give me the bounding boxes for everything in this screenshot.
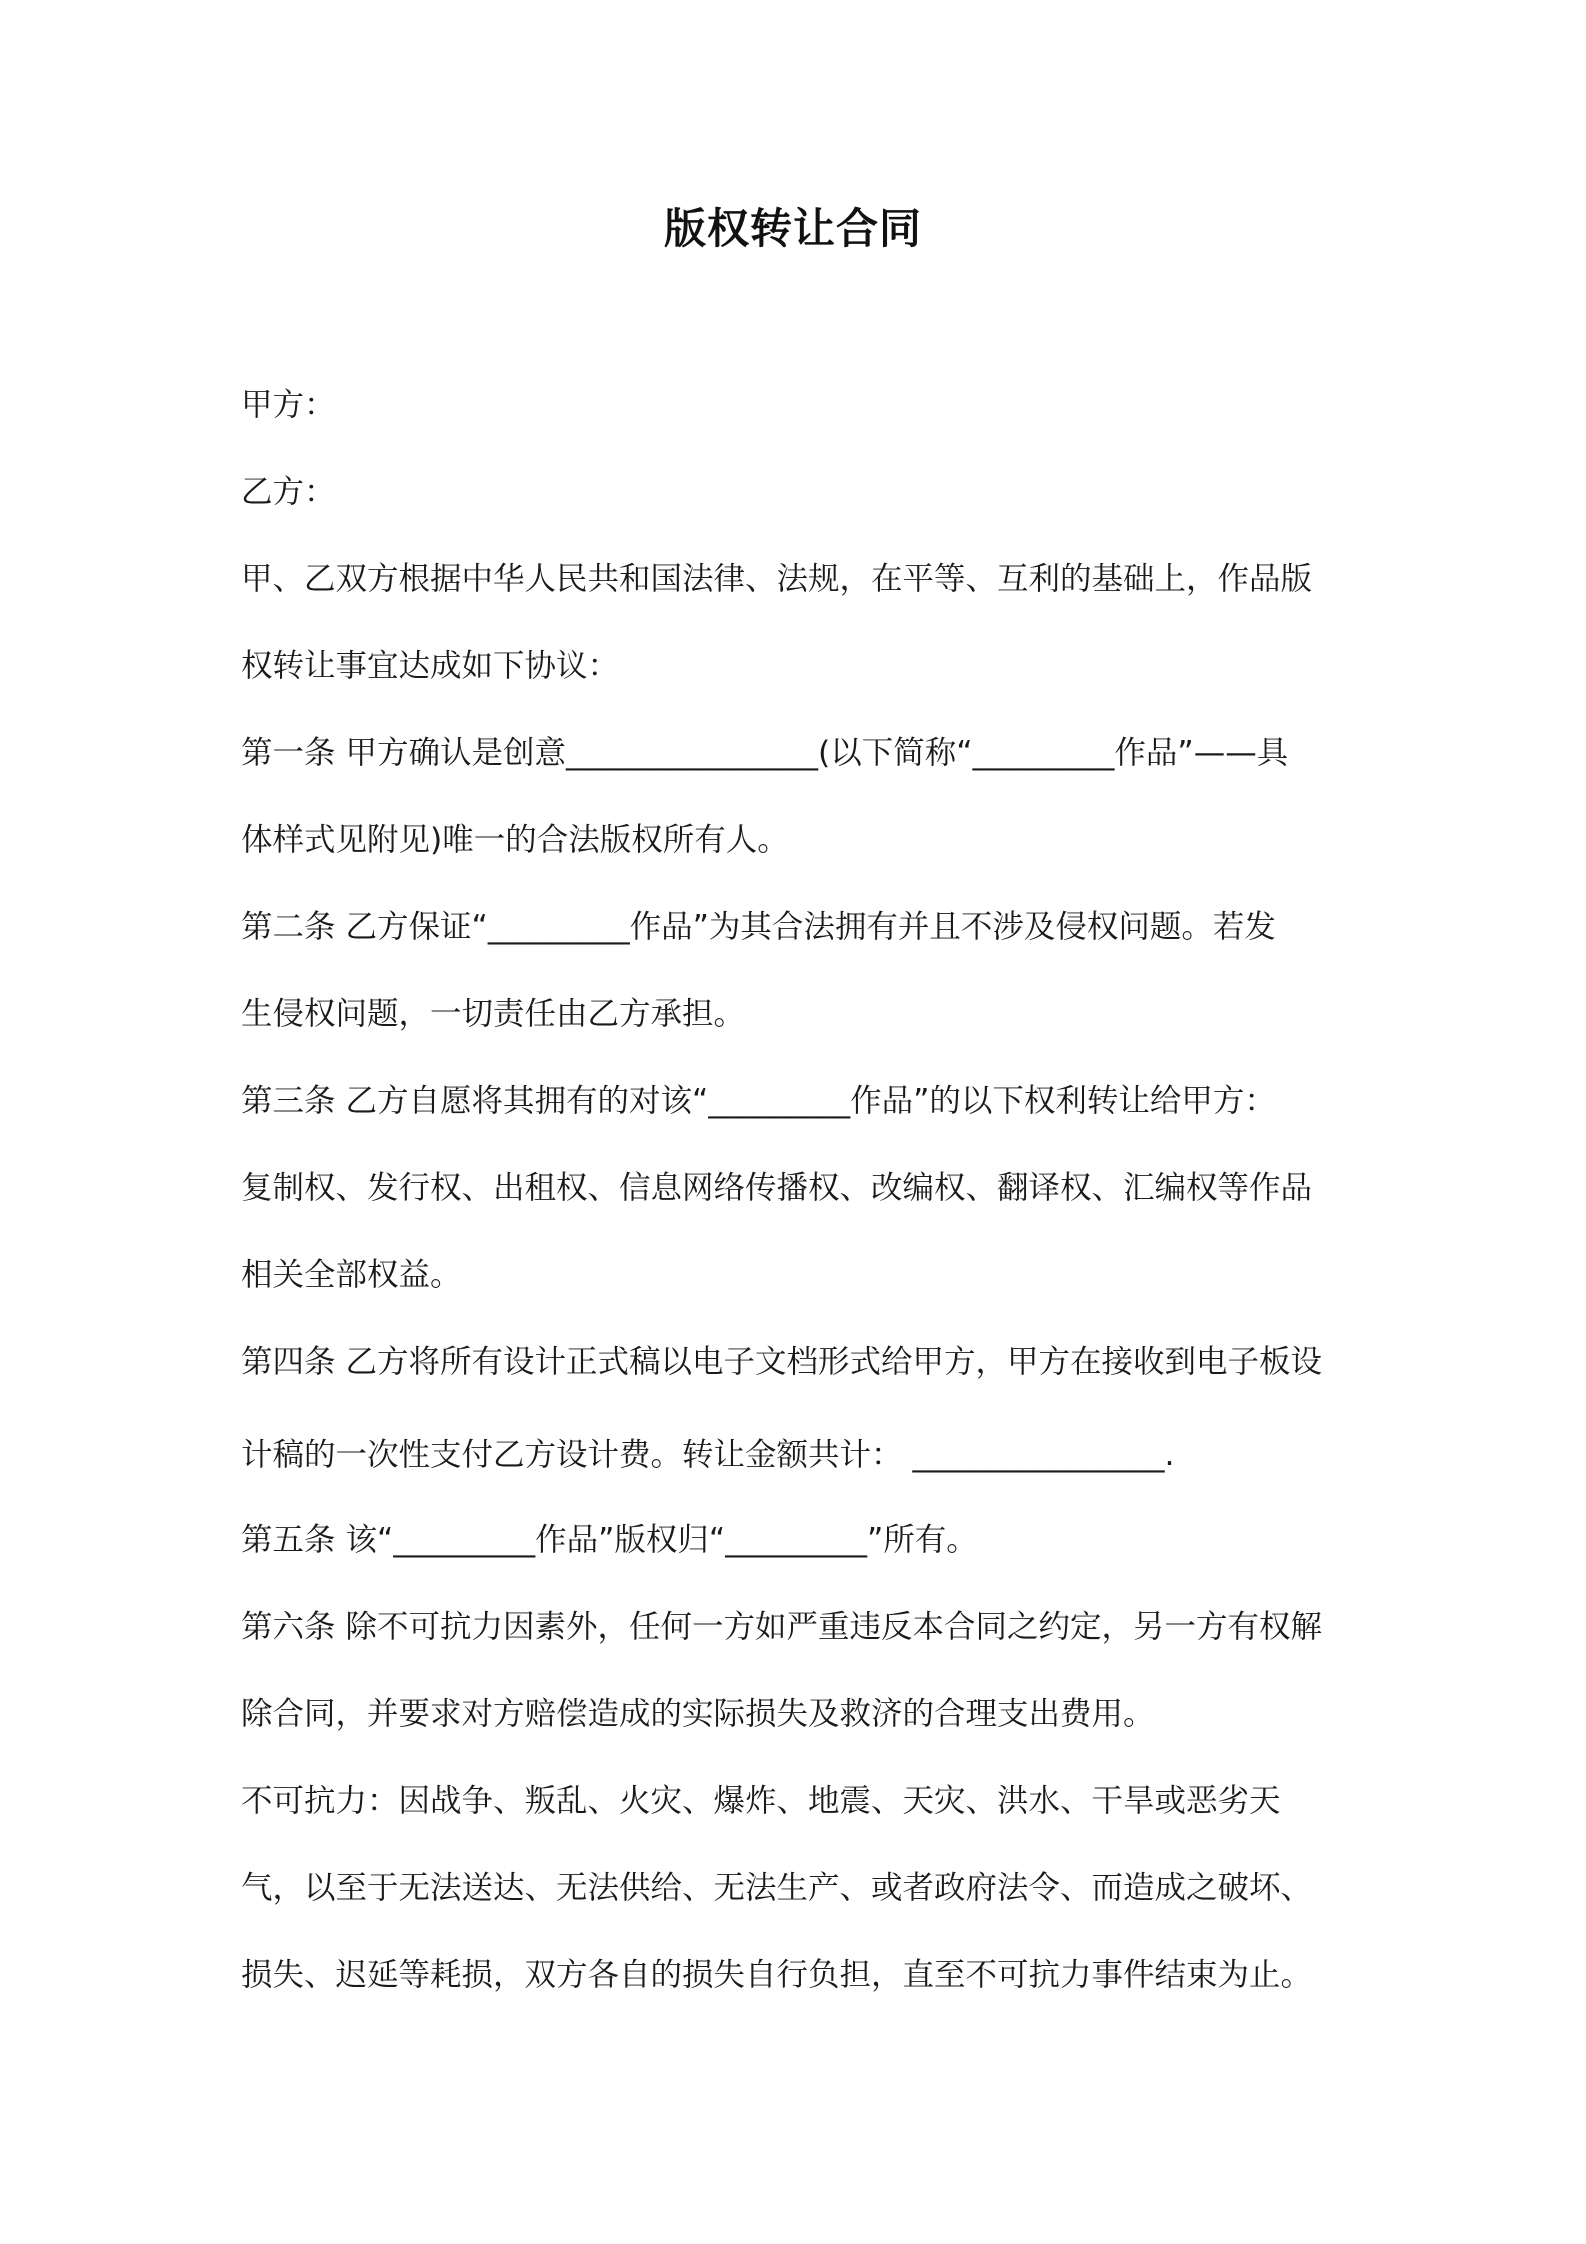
article-4-line-2: 计稿的一次性支付乙方设计费。转让金额共计： ________________. [241, 1437, 1175, 1473]
preamble-line-2: 权转让事宜达成如下协议： [241, 648, 620, 684]
article-6-line-1: 第六条 除不可抗力因素外，任何一方如严重违反本合同之约定，另一方有权解 [241, 1609, 1323, 1645]
article-6-line-2: 除合同，并要求对方赔偿造成的实际损失及救济的合理支出费用。 [241, 1696, 1155, 1732]
force-majeure-line-1: 不可抗力：因战争、叛乱、火灾、爆炸、地震、天灾、洪水、干旱或恶劣天 [241, 1783, 1281, 1819]
article-1-line-1: 第一条 甲方确认是创意________________(以下简称“_________作品”——具 [241, 735, 1289, 771]
article-2-line-2: 生侵权问题，一切责任由乙方承担。 [241, 996, 746, 1032]
article-1-line-2: 体样式见附见)唯一的合法版权所有人。 [241, 822, 789, 858]
preamble-line-1: 甲、乙双方根据中华人民共和国法律、法规，在平等、互利的基础上，作品版 [241, 561, 1313, 597]
party-a-line: 甲方： [241, 387, 336, 423]
article-3-line-2: 复制权、发行权、出租权、信息网络传播权、改编权、翻译权、汇编权等作品 [241, 1170, 1313, 1206]
party-b-line: 乙方： [241, 474, 336, 510]
article-2-line-1: 第二条 乙方保证“_________作品”为其合法拥有并且不涉及侵权问题。若发 [241, 909, 1276, 945]
article-5-line: 第五条 该“_________作品”版权归“_________”所有。 [241, 1522, 978, 1558]
article-3-line-1: 第三条 乙方自愿将其拥有的对该“_________作品”的以下权利转让给甲方： [241, 1083, 1276, 1119]
article-4-line-1: 第四条 乙方将所有设计正式稿以电子文档形式给甲方，甲方在接收到电子板设 [241, 1344, 1323, 1380]
force-majeure-line-2: 气，以至于无法送达、无法供给、无法生产、或者政府法令、而造成之破坏、 [241, 1870, 1313, 1906]
document-title: 版权转让合同 [663, 204, 922, 253]
article-3-line-3: 相关全部权益。 [241, 1257, 462, 1293]
force-majeure-line-3: 损失、迟延等耗损，双方各自的损失自行负担，直至不可抗力事件结束为止。 [241, 1957, 1313, 1993]
